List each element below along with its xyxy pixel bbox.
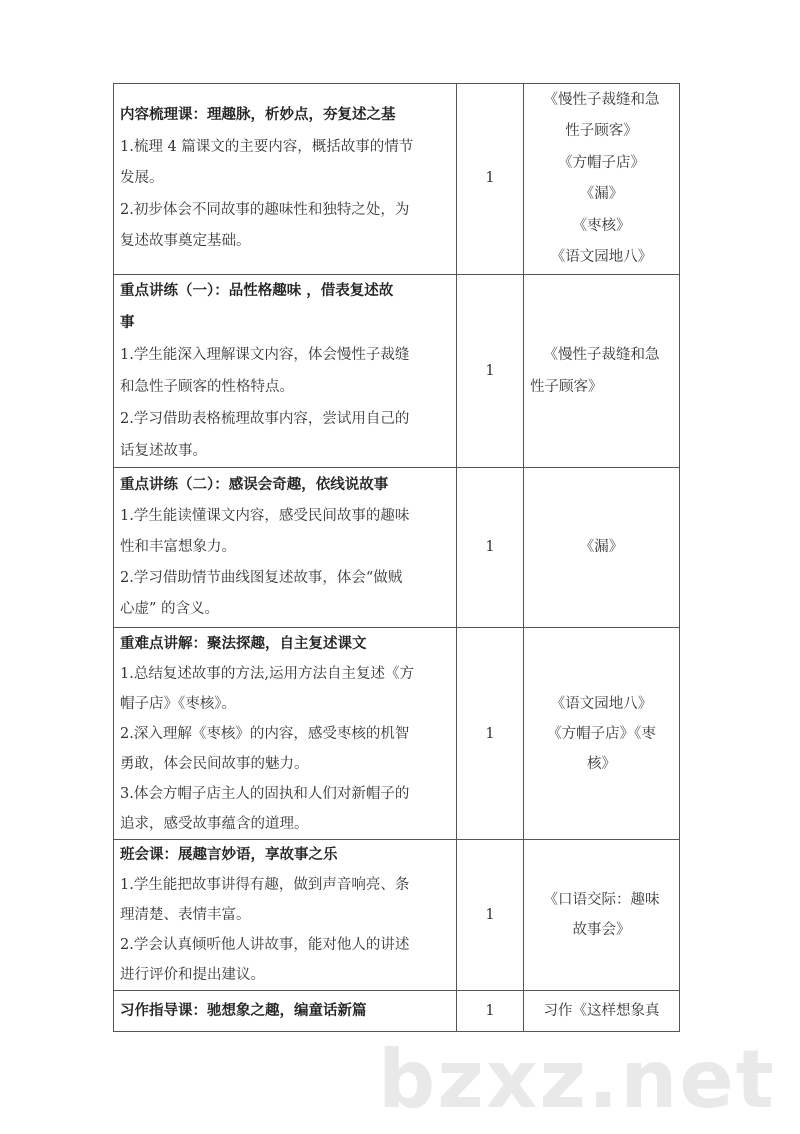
hours-cell	[457, 840, 524, 991]
text-title: 《漏》	[579, 539, 624, 555]
objective-line: 和急性子顾客的性格特点。	[120, 379, 294, 395]
lesson-title: 事	[120, 315, 135, 331]
hours-value: 1	[485, 907, 495, 923]
text-title: 《语文园地八》	[550, 695, 653, 712]
table-row	[114, 628, 680, 840]
objective-line: 1.总结复述故事的方法,运用方法自主复述《方	[120, 665, 414, 682]
objective-line: 1.梳理 4 篇课文的主要内容，概括故事的情节	[120, 138, 414, 155]
objective-line: 2.深入理解《枣核》的内容，感受枣核的机智	[120, 725, 410, 742]
objective-line: 2.学会认真倾听他人讲故事，能对他人的讲述	[120, 937, 410, 953]
texts-cell	[524, 84, 680, 275]
lesson-title: 习作指导课：驰想象之趣，编童话新篇	[120, 1003, 367, 1019]
text-title: 《枣核》	[572, 217, 631, 234]
lesson-title: 重点讲练（一）：品性格趣味 ，借表复述故	[120, 283, 394, 299]
text-title: 《漏》	[579, 186, 624, 202]
objectives-cell	[114, 468, 457, 628]
objectives-cell	[114, 84, 457, 275]
objective-line: 帽子店》《枣核》。	[120, 695, 236, 712]
objective-line: 2.初步体会不同故事的趣味性和独特之处，为	[120, 201, 410, 218]
texts-cell	[524, 468, 680, 628]
hours-value: 1	[485, 170, 495, 187]
lesson-title: 班会课：展趣言妙语，享故事之乐	[120, 847, 338, 863]
hours-cell	[457, 468, 524, 628]
lesson-title: 重点讲练（二）：感误会奇趣，依线说故事	[120, 477, 389, 493]
hours-cell	[457, 84, 524, 275]
text-title: 习作《这样想象真	[543, 1003, 660, 1019]
objective-line: 勇敢，体会民间故事的魅力。	[120, 755, 309, 772]
objective-line: 2.学习借助情节曲线图复述故事，体会“做贼	[120, 570, 403, 586]
text-title: 《语文园地八》	[550, 249, 653, 265]
watermark: bzxz.net	[378, 1033, 776, 1126]
hours-value: 1	[485, 725, 495, 742]
objective-line: 理清楚、表情丰富。	[120, 907, 251, 923]
texts-cell	[524, 275, 680, 468]
objectives-cell	[114, 840, 457, 991]
text-title: 《慢性子裁缝和急	[543, 347, 660, 363]
lesson-plan-table	[113, 83, 680, 1032]
objective-line: 1.学生能深入理解课文内容，体会慢性子裁缝	[120, 347, 410, 363]
objectives-cell	[114, 275, 457, 468]
text-title: 《慢性子裁缝和急	[543, 91, 660, 108]
objective-line: 1.学生能把故事讲得有趣，做到声音响亮、条	[120, 877, 410, 893]
hours-value: 1	[485, 539, 495, 555]
lesson-title: 内容梳理课：理趣脉，析妙点，夯复述之基	[120, 107, 396, 124]
texts-cell	[524, 628, 680, 840]
texts-cell	[524, 840, 680, 991]
objectives-cell	[114, 628, 457, 840]
objective-line: 进行评价和提出建议。	[120, 967, 265, 983]
text-title: 故事会》	[572, 922, 631, 938]
text-title: 核》	[587, 755, 616, 772]
objective-line: 1.学生能读懂课文内容，感受民间故事的趣味	[120, 508, 410, 524]
objectives-cell	[114, 991, 457, 1032]
table-row	[114, 468, 680, 628]
objective-line: 复述故事奠定基础。	[120, 233, 251, 250]
text-title: 《口语交际：趣味	[543, 892, 660, 908]
table-row	[114, 991, 680, 1032]
objective-line: 心虚” 的含义。	[120, 601, 220, 617]
text-title: 性子顾客》	[530, 379, 603, 395]
objective-line: 发展。	[120, 170, 164, 187]
table-row	[114, 275, 680, 468]
objective-line: 3.体会方帽子店主人的固执和人们对新帽子的	[120, 785, 410, 802]
objective-line: 性和丰富想象力。	[120, 539, 236, 555]
objective-line: 话复述故事。	[120, 443, 207, 459]
text-title: 性子顾客》	[565, 123, 638, 139]
hours-cell	[457, 991, 524, 1032]
texts-cell	[524, 991, 680, 1032]
text-title: 《方帽子店》	[558, 154, 645, 171]
objective-line: 2.学习借助表格梳理故事内容，尝试用自己的	[120, 411, 410, 427]
hours-cell	[457, 628, 524, 840]
hours-value: 1	[485, 363, 495, 379]
hours-cell	[457, 275, 524, 468]
text-title: 《方帽子店》《枣	[547, 725, 656, 742]
lesson-title: 重难点讲解：聚法探趣，自主复述课文	[120, 635, 367, 652]
objective-line: 追求，感受故事蕴含的道理。	[120, 815, 309, 832]
table-row	[114, 840, 680, 991]
hours-value: 1	[485, 1003, 495, 1019]
table-row	[114, 84, 680, 275]
